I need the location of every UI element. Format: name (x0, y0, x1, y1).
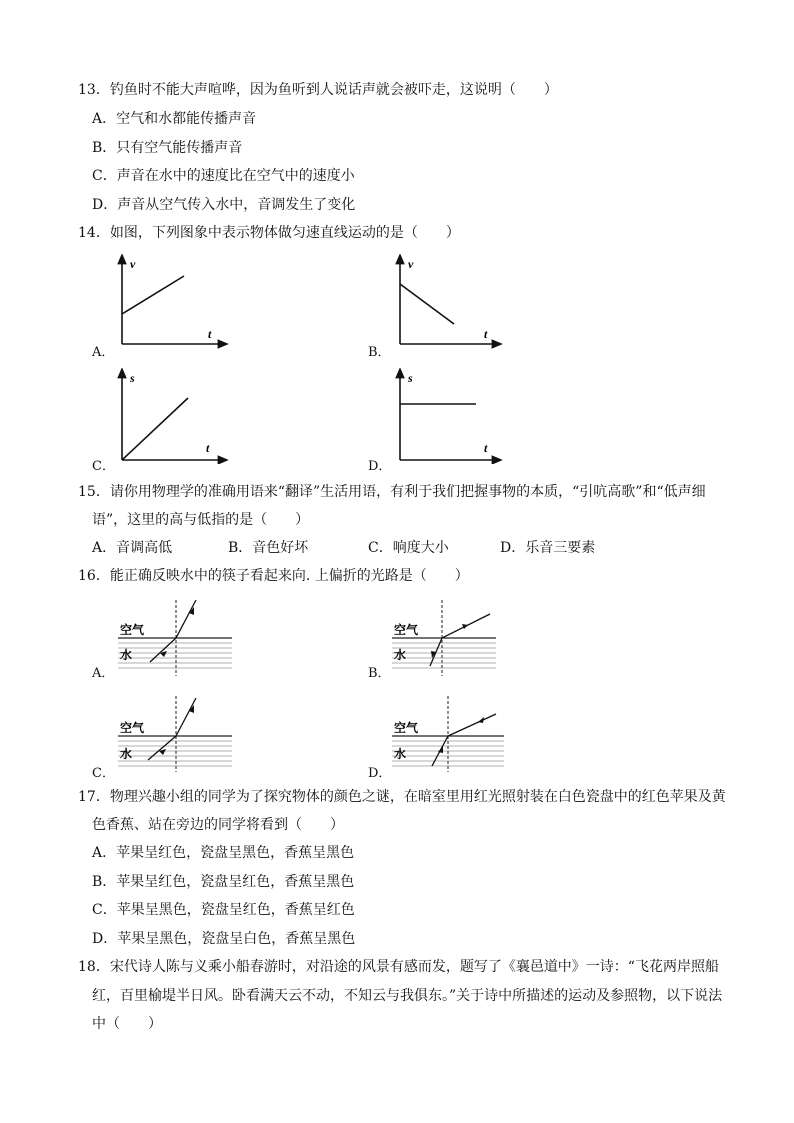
q15-option-b: B．音色好坏 (228, 540, 309, 556)
q14-a-xaxis-label: t (208, 327, 212, 341)
q13-option-d: D．声音从空气传入水中，音调发生了变化 (92, 197, 356, 213)
q16-diagram-d (392, 694, 508, 774)
q14-d-xaxis-label: t (484, 441, 488, 455)
q16-b-water-label: 水 (394, 648, 407, 662)
q16-d-water-label: 水 (394, 747, 407, 761)
q14-graph-c (112, 368, 232, 464)
q16-stem: 16．能正确反映水中的筷子看起来向. 上偏折的光路是（ ） (78, 568, 469, 584)
q14-label-a: A． (92, 345, 115, 360)
q16-label-a: A． (92, 666, 115, 681)
q18-stem-line1: 18．宋代诗人陈与义乘小船春游时，对沿途的风景有感而发，题写了《襄邑道中》一诗：“飞花两岸照船 (78, 959, 719, 975)
q16-label-b: B． (368, 666, 391, 681)
q16-diagram-a (118, 598, 234, 678)
q15-option-d: D．乐音三要素 (500, 540, 596, 556)
q16-c-water-label: 水 (120, 747, 133, 761)
q16-c-air-label: 空气 (120, 721, 145, 735)
q13-stem: 13．钓鱼时不能大声喧哗，因为鱼听到人说话声就会被吓走，这说明（ ） (78, 82, 558, 98)
q16-label-d: D． (368, 766, 392, 781)
q17-option-b: B．苹果呈红色，瓷盘呈红色，香蕉呈黑色 (92, 874, 355, 890)
q13-option-c: C．声音在水中的速度比在空气中的速度小 (92, 168, 355, 184)
q14-b-yaxis-label: v (408, 257, 414, 271)
q14-label-d: D． (368, 459, 392, 474)
q16-a-air-label: 空气 (120, 623, 145, 637)
q14-c-yaxis-label: s (130, 371, 135, 385)
q17-stem-line1: 17．物理兴趣小组的同学为了探究物体的颜色之谜，在暗室里用红光照射装在白色瓷盘中的红色苹果及黄 (78, 789, 726, 805)
q14-label-b: B． (368, 345, 391, 360)
q14-stem: 14．如图，下列图象中表示物体做匀速直线运动的是（ ） (78, 225, 460, 241)
q14-graph-a (112, 254, 232, 350)
q17-option-c: C．苹果呈黑色，瓷盘呈红色，香蕉呈红色 (92, 902, 355, 918)
q16-b-air-label: 空气 (394, 623, 419, 637)
q14-graph-b (390, 254, 510, 350)
q17-option-a: A．苹果呈红色，瓷盘呈黑色，香蕉呈黑色 (92, 845, 355, 861)
q13-option-a: A．空气和水都能传播声音 (92, 111, 257, 127)
q15-option-c: C．响度大小 (368, 540, 449, 556)
q17-option-d: D．苹果呈黑色，瓷盘呈白色，香蕉呈黑色 (92, 931, 356, 947)
q16-d-air-label: 空气 (394, 721, 419, 735)
q16-diagram-c (118, 694, 234, 774)
q15-stem-line2: 语”，这里的高与低指的是（ ） (92, 512, 310, 528)
q14-label-c: C． (92, 459, 115, 474)
q14-b-xaxis-label: t (484, 327, 488, 341)
q14-a-yaxis-label: v (130, 257, 136, 271)
q16-a-water-label: 水 (120, 648, 133, 662)
q14-graph-d (390, 368, 510, 464)
q14-d-yaxis-label: s (408, 371, 413, 385)
q15-option-a: A．音调高低 (92, 540, 173, 556)
q15-stem-line1: 15．请你用物理学的准确用语来“翻译”生活用语，有利于我们把握事物的本质，“引吭高歌”和“低声细 (78, 484, 706, 500)
q13-option-b: B．只有空气能传播声音 (92, 140, 243, 156)
q17-stem-line2: 色香蕉、站在旁边的同学将看到（ ） (92, 817, 344, 833)
q16-label-c: C． (92, 766, 115, 781)
q16-diagram-b (392, 598, 508, 678)
q18-stem-line2: 红，百里榆堤半日风。卧看满天云不动，不知云与我俱东。”关于诗中所描述的运动及参照物，以下说法 (92, 988, 723, 1004)
q18-stem-line3: 中（ ） (92, 1016, 162, 1032)
q14-c-xaxis-label: t (206, 441, 210, 455)
